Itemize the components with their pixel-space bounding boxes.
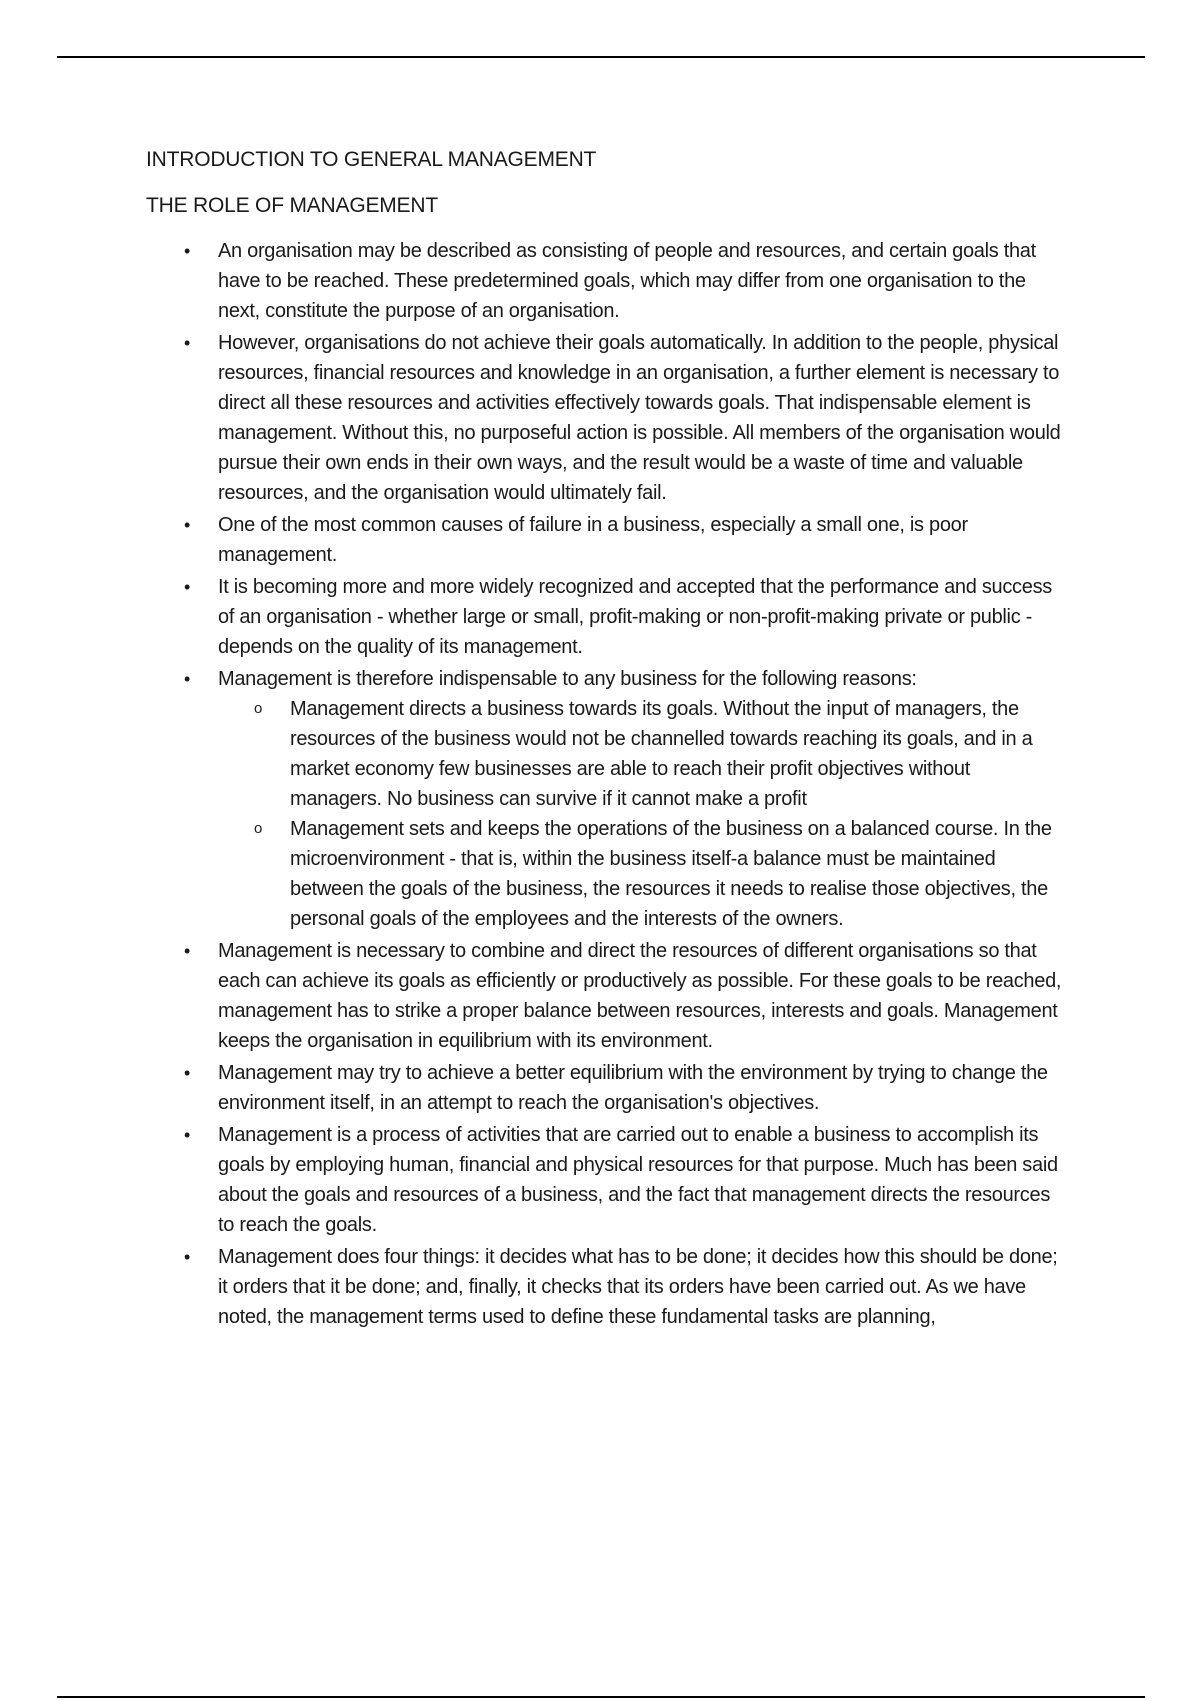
bullet-icon: • [184,577,191,597]
list-item-text: Management may try to achieve a better equilibrium with the environment by trying to change the environment itself, in an attempt to reach the organisation's objectives. [218,1062,1048,1114]
sub-list-item [218,814,1066,934]
list-item-text: Management does four things: it decides what has to be done; it decides how this should be done; it orders that it be done; and, finally, it checks that its orders have been carried out. As we have noted, the management terms used to define these fundamental tasks are planning, [218,1246,1058,1328]
list-item [146,936,1066,1056]
document-body [146,146,1066,1334]
bullet-icon: • [184,941,191,961]
list-item [146,1242,1066,1332]
bullet-icon: • [184,669,191,689]
list-item [146,510,1066,570]
sub-list-item-text: Management sets and keeps the operations of the business on a balanced course. In the microenvironment - that is, within the business itself-a balance must be maintained between the goals of the business, the resources it needs to realise those objectives, the personal goals of the employees and the interests of the owners. [290,818,1052,930]
bullet-list [146,236,1066,1332]
list-item [146,1058,1066,1118]
list-item [146,236,1066,326]
list-item-text: One of the most common causes of failure in a business, especially a small one, is poor management. [218,514,968,566]
list-item-text: It is becoming more and more widely recognized and accepted that the performance and success of an organisation - whether large or small, profit-making or non-profit-making private or public - depends on the quality of its management. [218,576,1052,658]
bottom-rule [57,1696,1145,1698]
list-item-text: However, organisations do not achieve their goals automatically. In addition to the people, physical resources, financial resources and knowledge in an organisation, a further element is necessary to direct all these resources and activities effectively towards goals. That indispensable element is management. Without this, no purposeful action is possible. All members of the organisation would pursue their own ends in their own ways, and the result would be a waste of time and valuable resources, and the organisation would ultimately fail. [218,332,1061,504]
list-item-text: An organisation may be described as consisting of people and resources, and certain goals that have to be reached. These predetermined goals, which may differ from one organisation to the next, constitute the purpose of an organisation. [218,240,1036,322]
list-item-text: Management is a process of activities that are carried out to enable a business to accomplish its goals by employing human, financial and physical resources for that purpose. Much has been said about the goals and resources of a business, and the fact that management directs the resources to reach the goals. [218,1124,1058,1236]
list-item [146,328,1066,508]
bullet-icon: • [184,1125,191,1145]
bullet-icon: • [184,1247,191,1267]
list-item [146,572,1066,662]
list-item-text: Management is necessary to combine and direct the resources of different organisations so that each can achieve its goals as efficiently or productively as possible. For these goals to be reached, management has to strike a proper balance between resources, interests and goals. Management keeps the organisation in equilibrium with its environment. [218,940,1062,1052]
bullet-icon: • [184,333,191,353]
bullet-icon: • [184,241,191,261]
sub-list-item [218,694,1066,814]
list-item-text: Management is therefore indispensable to any business for the following reasons: [218,668,917,690]
section-heading: THE ROLE OF MANAGEMENT [146,194,438,217]
top-rule [57,56,1145,58]
circle-bullet-icon: o [254,700,263,717]
list-item [146,664,1066,934]
list-item [146,1120,1066,1240]
document-title: INTRODUCTION TO GENERAL MANAGEMENT [146,148,597,171]
sub-list-item-text: Management directs a business towards its goals. Without the input of managers, the resources of the business would not be channelled towards reaching its goals, and in a market economy few businesses are able to reach their profit objectives without managers. No business can survive if it cannot make a profit [290,698,1033,810]
bullet-icon: • [184,1063,191,1083]
circle-bullet-icon: o [254,820,263,837]
sub-bullet-list [218,694,1066,934]
bullet-icon: • [184,515,191,535]
